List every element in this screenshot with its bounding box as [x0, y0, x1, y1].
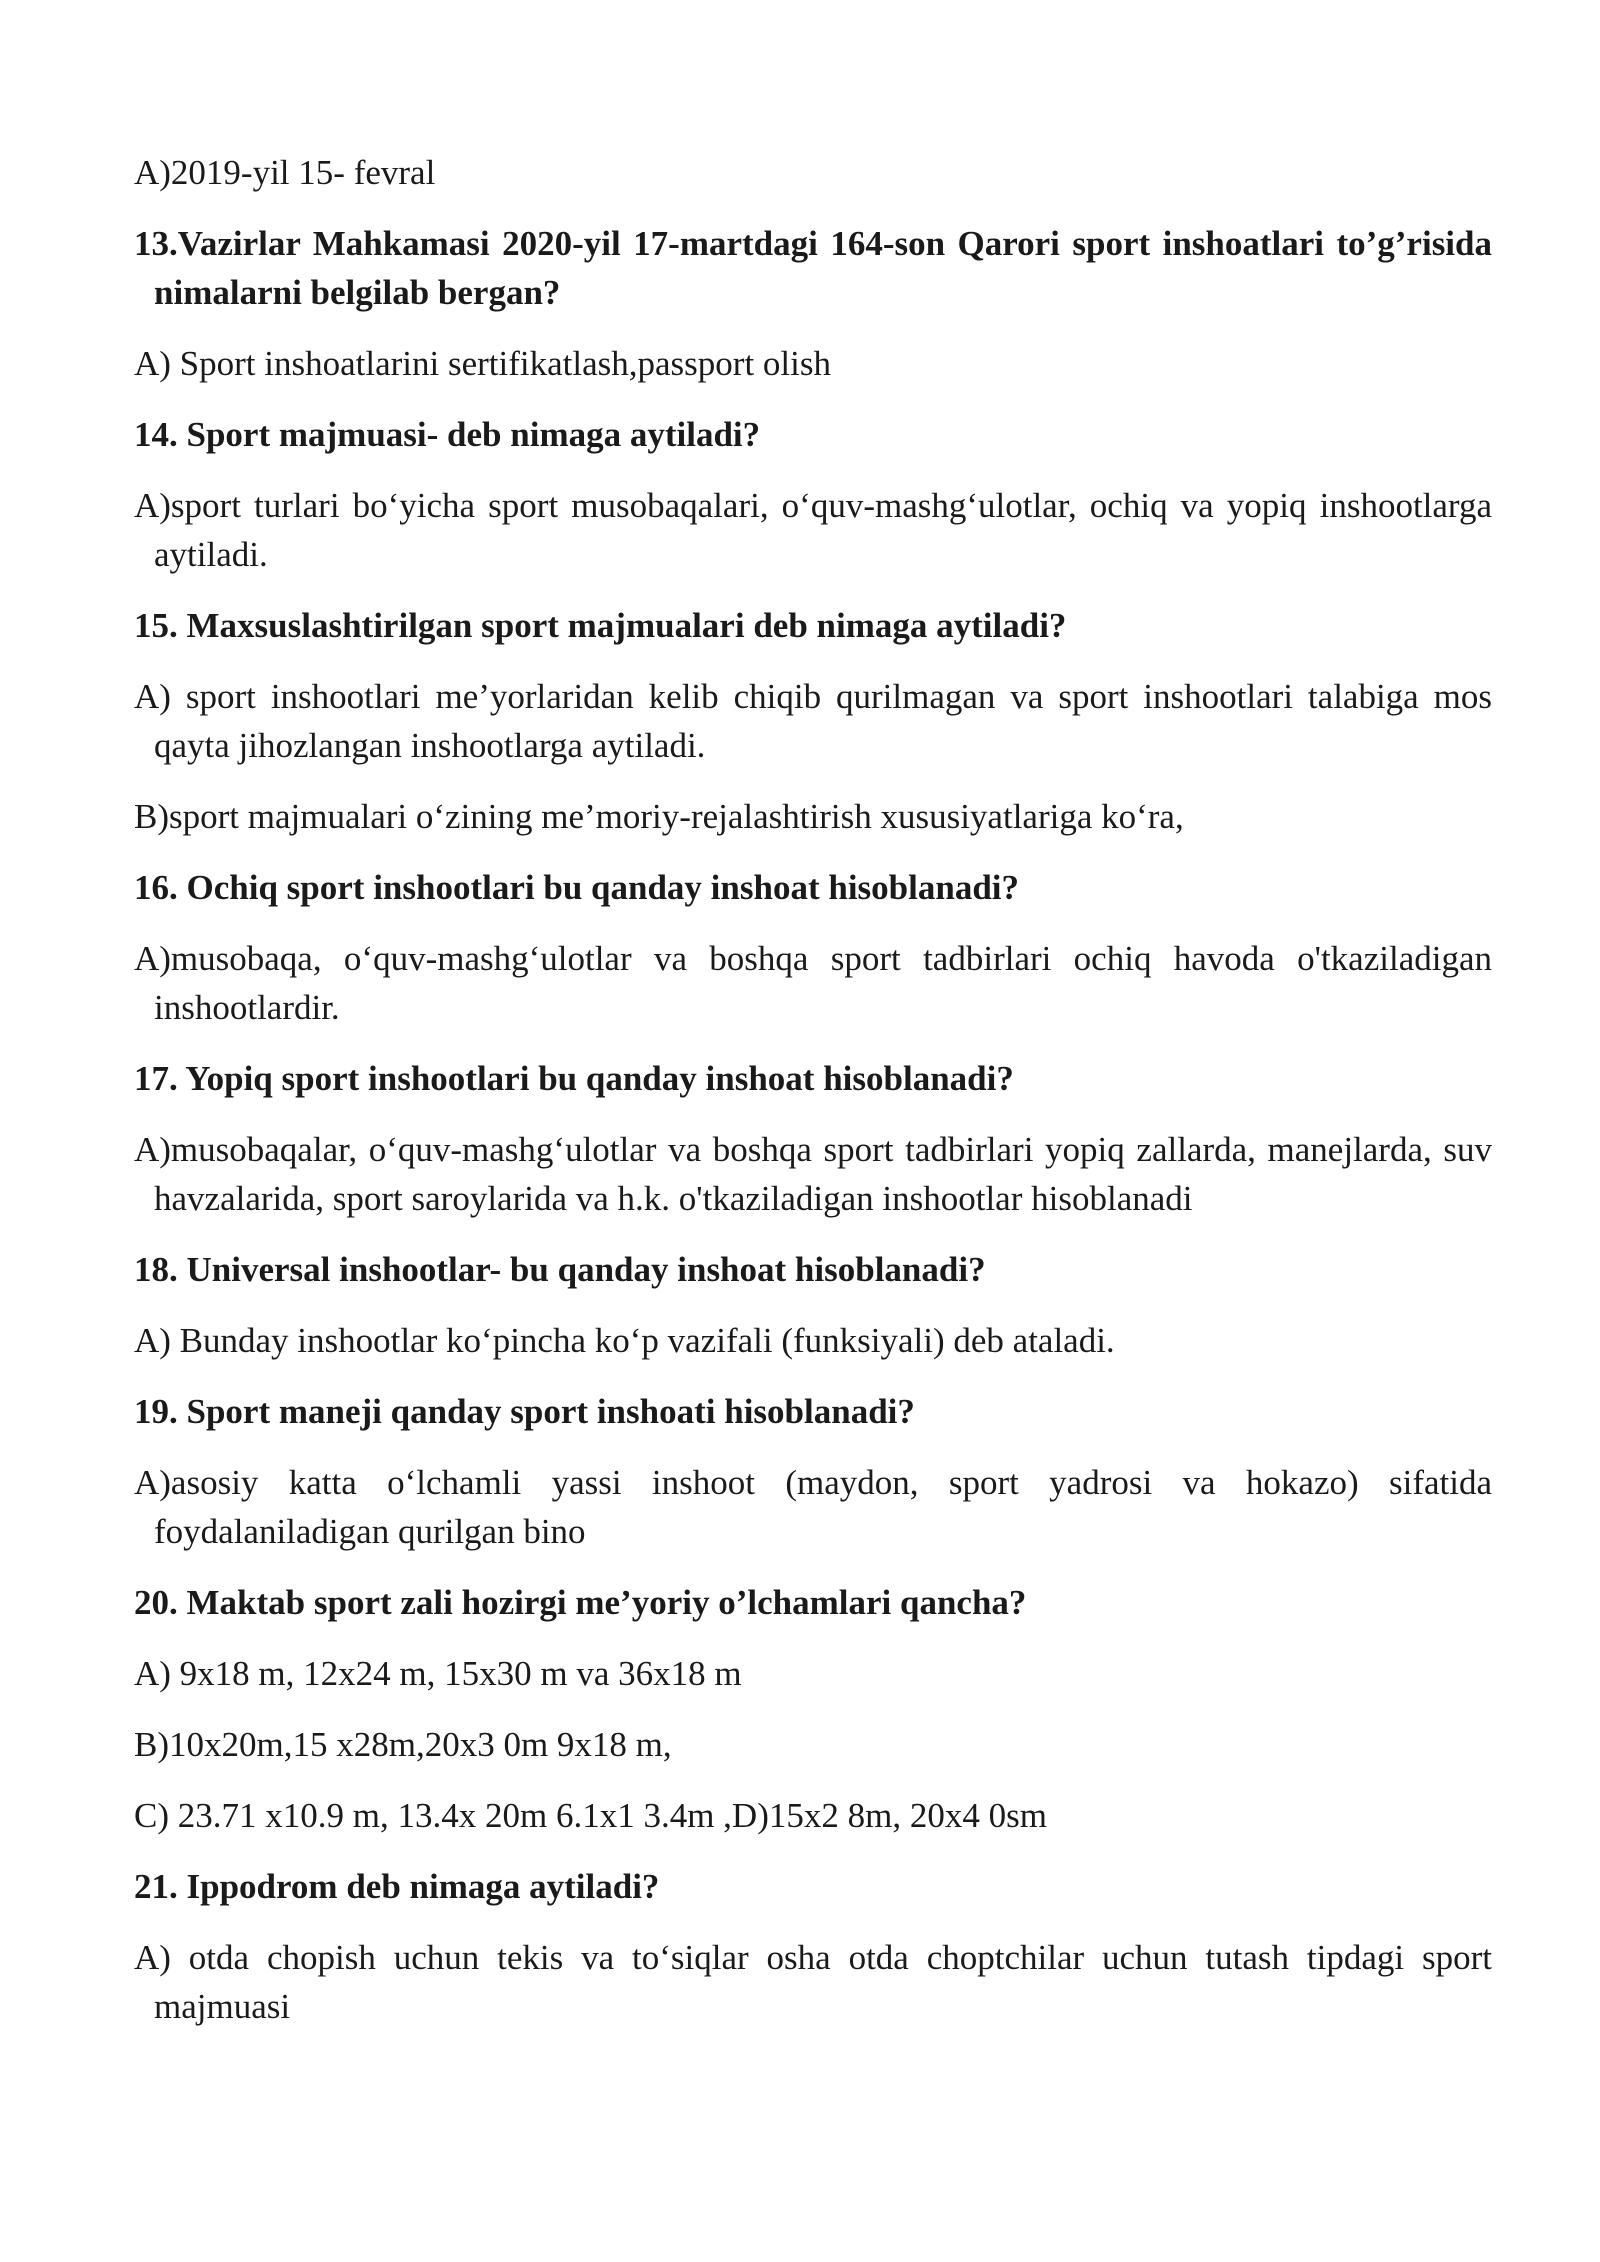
answer-15-a: A) sport inshootlari me’yorlaridan kelib chiqib qurilmagan va sport inshootlari talabiga mos qayta jihozlangan inshootlarga aytiladi. [134, 677, 1492, 765]
answer-15-b: B)sport majmualari oʻzining me’moriy-rejalashtirish xususiyatlariga koʻra, [134, 797, 1184, 836]
answer-19-a: A)asosiy katta oʻlchamli yassi inshoot (maydon, sport yadrosi va hokazo) sifatida foydalaniladigan qurilgan bino [134, 1463, 1492, 1551]
answer-18-a: A) Bunday inshootlar koʻpincha koʻp vazifali (funksiyali) deb ataladi. [134, 1321, 1115, 1360]
answer-21-a: A) otda chopish uchun tekis va toʻsiqlar osha otda choptchilar uchun tutash tipdagi sport majmuasi [134, 1938, 1492, 2026]
answer-13-a: A) Sport inshoatlarini sertifikatlash,passport olish [134, 344, 831, 383]
answer-12-a: A)2019-yil 15- fevral [134, 153, 436, 192]
answer-20-a: A) 9x18 m, 12x24 m, 15x30 m va 36x18 m [134, 1654, 742, 1693]
answer-14-a: A)sport turlari boʻyicha sport musobaqalari, oʻquv-mashgʻulotlar, ochiq va yopiq inshootlarga aytiladi. [134, 486, 1492, 574]
answer-16-a: A)musobaqa, oʻquv-mashgʻulotlar va boshqa sport tadbirlari ochiq havoda o'tkaziladigan inshootlardir. [134, 939, 1492, 1027]
question-15: 15. Maxsuslashtirilgan sport majmualari deb nimaga aytiladi? [134, 606, 1067, 645]
question-14: 14. Sport majmuasi- deb nimaga aytiladi? [134, 415, 761, 454]
answer-20-c-d: C) 23.71 x10.9 m, 13.4x 20m 6.1x1 3.4m ,D)15x2 8m, 20x4 0sm [134, 1796, 1047, 1835]
question-17: 17. Yopiq sport inshootlari bu qanday inshoat hisoblanadi? [134, 1059, 1014, 1098]
question-13: 13.Vazirlar Mahkamasi 2020-yil 17-martdagi 164-son Qarori sport inshoatlari to’g’risida nimalarni belgilab bergan? [134, 224, 1492, 312]
answer-20-b: B)10x20m,15 x28m,20x3 0m 9x18 m, [134, 1725, 672, 1764]
question-19: 19. Sport maneji qanday sport inshoati hisoblanadi? [134, 1392, 915, 1431]
question-20: 20. Maktab sport zali hozirgi me’yoriy o’lchamlari qancha? [134, 1583, 1027, 1622]
question-21: 21. Ippodrom deb nimaga aytiladi? [134, 1867, 660, 1906]
question-18: 18. Universal inshootlar- bu qanday inshoat hisoblanadi? [134, 1250, 986, 1289]
answer-17-a: A)musobaqalar, oʻquv-mashgʻulotlar va boshqa sport tadbirlari yopiq zallarda, manejlarda, suv havzalarida, sport saroylarida va h.k. o'tkaziladigan inshootlar hisoblanadi [134, 1130, 1492, 1218]
question-16: 16. Ochiq sport inshootlari bu qanday inshoat hisoblanadi? [134, 868, 1020, 907]
